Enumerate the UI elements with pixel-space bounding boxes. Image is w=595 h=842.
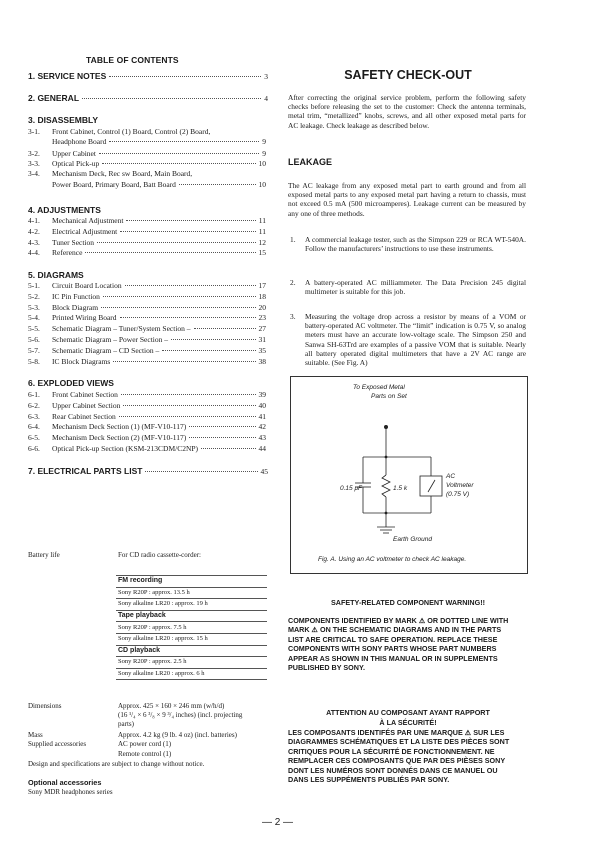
battery-life-table [116,575,267,680]
toc-section-general[interactable]: 2. GENERAL 4 [28,93,268,103]
leakage-title: LEAKAGE [288,157,333,167]
table-row: Sony R20P : approx. 7.5 h [116,622,267,634]
capacitor-label: 0.15 μF [340,485,362,492]
method-text: A battery-operated AC milliammeter. The Data Precision 245 digital multimeter is suitable for this job. [305,278,526,297]
method-text: Measuring the voltage drop across a resistor by means of a VOM or battery-operated AC voltmeter. The “limit” indication is 0.75 V, so analog meters must have an accurate low-voltage scale. The Simpson 250 and Sanwa SH-63Trd are examples of a passive VOM that is suitable. Nearly all battery operated digital multimeters that have a 2V AC range are suitable. (See Fig. A) [305,312,526,368]
table-row: Sony alkaline LR20 : approx. 6 h [116,668,267,680]
dimensions-line: Approx. 425 × 160 × 246 mm (w/h/d) [118,702,225,710]
toc-section-disassembly: 3. DISASSEMBLY [28,115,99,125]
accessory-item: Remote control (1) [118,750,172,758]
toc-section-exploded-views: 6. EXPLODED VIEWS [28,378,114,388]
leakage-circuit-diagram [291,377,527,573]
table-row: Sony R20P : approx. 2.5 h [116,657,267,669]
safety-intro: After correcting the original service problem, perform the following safety checks before releasing the set to the customer: Check the antenna terminals, metal trim, “metallized” knobs, screws, and all other exposed metal parts for AC leakage. Check leakage as described below. [288,93,526,130]
toc-title: TABLE OF CONTENTS [86,55,179,65]
safety-title: SAFETY CHECK-OUT [344,68,472,82]
table-row: CD playback [116,645,267,657]
voltmeter-label: Voltmeter [446,482,474,489]
ac-label: AC [446,473,456,480]
table-row: Sony R20P : approx. 13.5 h [116,587,267,599]
optional-accessories-title: Optional accessories [28,778,102,787]
accessory-item: AC power cord (1) [118,740,172,748]
method-number: 1. [290,235,296,244]
warning-fr-title: À LA SÉCURITÉ! [379,718,437,727]
battery-life-intro: For CD radio cassette-corder: [118,551,201,559]
figure-label-to-metal: To Exposed Metal [353,384,405,391]
voltmeter-value-label: (0.75 V) [446,491,470,498]
dimensions-line: (16 ¹/₄ × 6 ³/₈ × 9 ³/₄ inches) (incl. projecting [118,711,243,719]
table-row: FM recording [116,576,267,588]
warning-fr-title: ATTENTION AU COMPOSANT AYANT RAPPORT [326,708,490,717]
page-number: — 2 — [261,817,294,828]
toc-item[interactable]: 3-2. Upper Cabinet 9 [28,149,266,158]
accessories-label: Supplied accessories [28,740,87,748]
toc-section-diagrams: 5. DIAGRAMS [28,270,84,280]
warning-en-text: COMPONENTS IDENTIFIED BY MARK ⚠ OR DOTTED LINE WITH MARK ⚠ ON THE SCHEMATIC DIAGRAMS AND IN THE PARTS LIST ARE CRITICAL TO SAFE OPERATION. REPLACE THESE COMPONENTS WITH SONY PARTS WHOSE PART NUMBERS APPEAR AS SHOWN IN THIS MANUAL OR IN SUPPLEMENTS PUBLISHED BY SONY. [288,616,509,673]
dimensions-label: Dimensions [28,702,62,710]
dimensions-line: parts) [118,720,134,728]
mass-label: Mass [28,731,43,739]
method-number: 3. [290,312,296,321]
figure-caption: Fig. A. Using an AC voltmeter to check AC leakage. [318,556,467,563]
figure-a [290,376,528,574]
mass-value: Approx. 4.2 kg (9 lb. 4 oz) (incl. batteries) [118,731,237,739]
table-row: Sony alkaline LR20 : approx. 19 h [116,599,267,611]
table-row: Sony alkaline LR20 : approx. 15 h [116,633,267,645]
leakage-text: The AC leakage from any exposed metal part to earth ground and from all exposed metal parts to any exposed metal part having a return to chassis, must not exceed 0.5 mA (500 microamperes). Leakage current can be measured by any one of three methods. [288,181,526,218]
toc-item[interactable]: 3-4. Mechanism Deck, Rec sw Board, Main Board, Power Board, Primary Board, Batt Board 10 [28,169,266,189]
toc-section-adjustments: 4. ADJUSTMENTS [28,205,101,215]
earth-ground-label: Earth Ground [393,536,433,543]
resistor-label: 1.5 k [393,485,408,492]
warning-fr-text: LES COMPOSANTS IDENTIFÉS PAR UNE MARQUE ⚠ SUR LES DIAGRAMMES SCHÉMATIQUES ET LA LISTE DES PIÈCES SONT CRITIQUES POUR LA SÉCURITÉ DE FONCTIONNEMENT. NE REMPLACER CES COMPOSANTS QUE PAR DES PIÈSES SONY DONT LES NUMÉROS SONT DONNÉS DANS CE MANUEL OU DANS LES SUPPÉMENTS PUBLIÉS PAR SONY. [288,728,510,785]
spec-note: Design and specifications are subject to change without notice. [28,760,205,768]
toc-section-service-notes[interactable]: 1. SERVICE NOTES 3 [28,71,268,81]
method-text: A commercial leakage tester, such as the Simpson 229 or RCA WT-540A. Follow the manufacturers’ instructions to use these instruments. [305,235,526,254]
toc-section-electrical-parts-list[interactable]: 7. ELECTRICAL PARTS LIST 45 [28,466,268,476]
optional-accessory-item: Sony MDR headphones series [28,788,113,796]
warning-en-title: SAFETY-RELATED COMPONENT WARNING!! [331,598,485,607]
battery-life-label: Battery life [28,551,60,559]
toc-item[interactable]: 3-1. Front Cabinet, Control (1) Board, Control (2) Board, Headphone Board 9 [28,127,266,146]
figure-label-parts-on-set: Parts on Set [371,393,407,400]
table-row: Tape playback [116,610,267,622]
toc-item[interactable]: 3-3. Optical Pick-up 10 [28,159,266,168]
method-number: 2. [290,278,296,287]
